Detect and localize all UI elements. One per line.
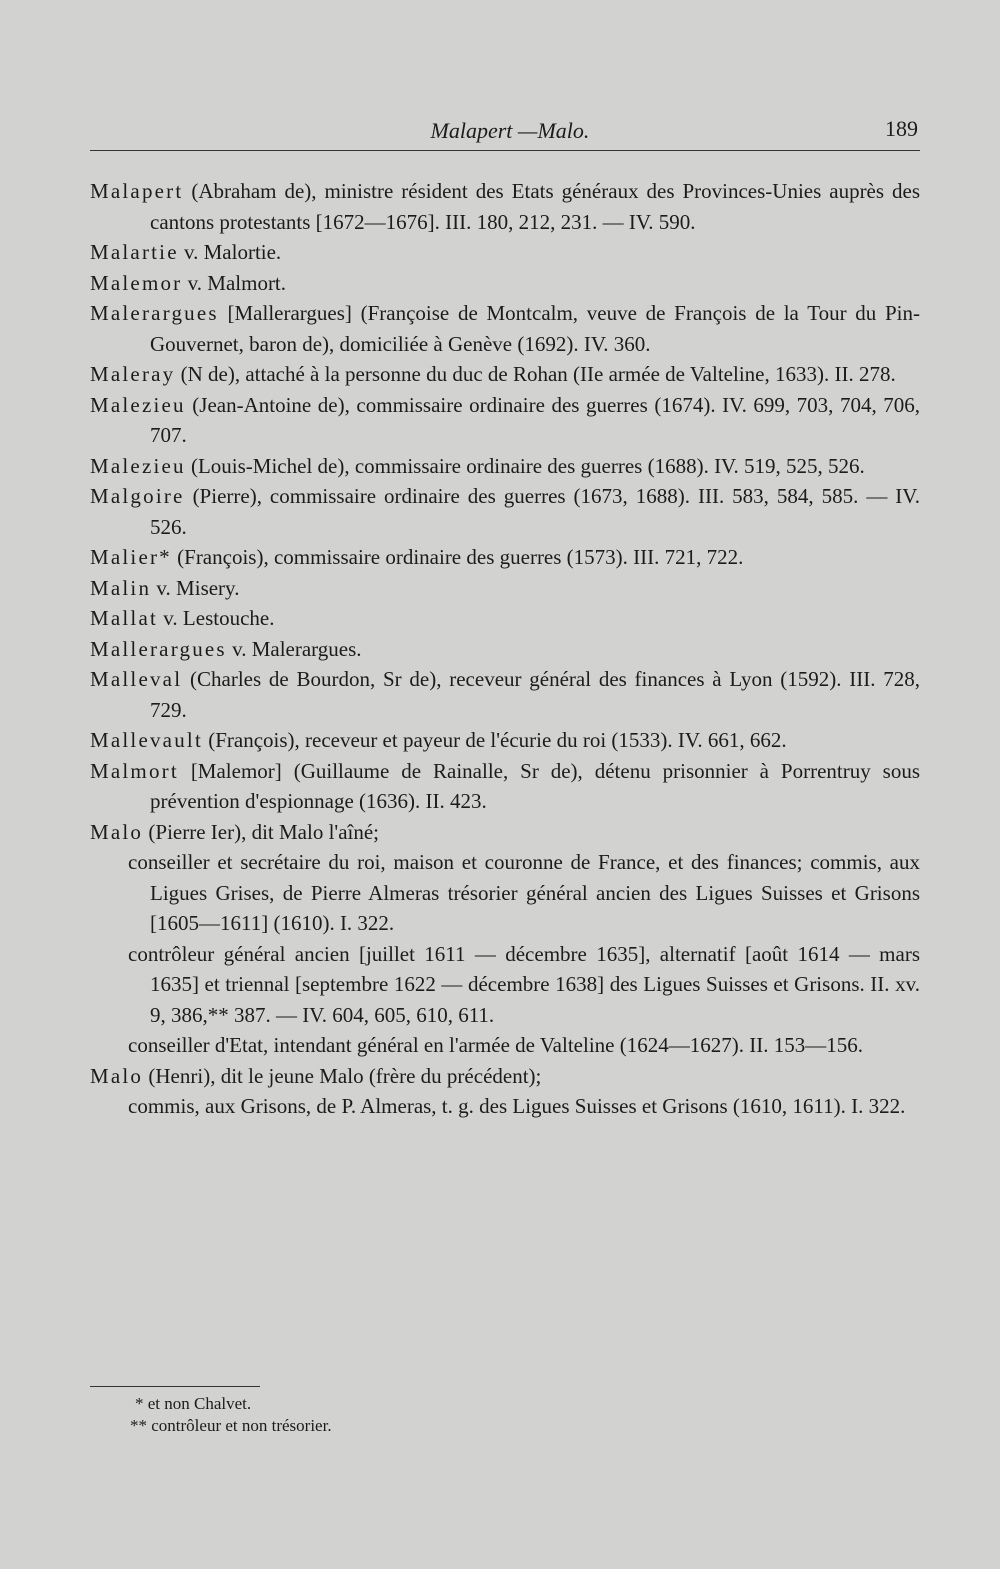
entry-surname: Malgoire	[90, 484, 185, 508]
index-entry	[90, 542, 920, 573]
footnote: ** contrôleur et non trésorier.	[130, 1416, 332, 1435]
entry-text: v. Misery.	[156, 575, 240, 600]
entry-text: v. Lestouche.	[163, 606, 275, 630]
entry-surname: Mallevault	[90, 728, 203, 752]
index-entry	[90, 603, 920, 634]
entry-surname: Malo	[90, 819, 144, 844]
entry-text: (Jean-Antoine de), commissaire ordinaire des guerres (1674). IV. 699, 703, 704, 706, 707.	[150, 392, 921, 447]
entry-surname: Malerargues	[90, 301, 219, 325]
entry-text: v. Malmort.	[187, 270, 287, 295]
index-entry	[90, 817, 920, 848]
entry-text: (Pierre), commissaire ordinaire des guerres (1673, 1688). III. 583, 584, 585. — IV. 526.	[150, 484, 921, 539]
index-subentry: commis, aux Grisons, de P. Almeras, t. g. des Ligues Suisses et Grisons (1610, 1611). I. 322.	[128, 1094, 906, 1118]
index-entry	[90, 664, 920, 725]
index-entry	[90, 237, 920, 268]
index-entry	[90, 1061, 920, 1092]
entry-text: (Pierre Ier), dit Malo l'aîné;	[148, 819, 380, 844]
entry-surname: Maleray	[90, 362, 176, 386]
index-entries	[90, 176, 920, 1122]
index-entry	[90, 725, 920, 756]
entry-text: (N de), attaché à la personne du duc de Rohan (IIe armée de Valteline, 1633). II. 278.	[180, 362, 896, 386]
page-number: 189	[885, 116, 918, 141]
index-entry	[90, 634, 920, 665]
entry-surname: Malo	[90, 1063, 144, 1088]
index-entry	[90, 481, 920, 542]
index-entry	[90, 451, 920, 482]
footnote-divider	[90, 1386, 260, 1387]
entry-text: [Malemor] (Guillaume de Rainalle, Sr de), détenu prisonnier à Porrentruy sous prévention d'espionnage (1636). II. 423.	[150, 758, 921, 813]
entry-text: (François), receveur et payeur de l'écurie du roi (1533). IV. 661, 662.	[208, 728, 787, 752]
index-entry	[90, 573, 920, 604]
index-entry	[90, 176, 920, 237]
entry-text: (François), commissaire ordinaire des guerres (1573). III. 721, 722.	[177, 545, 744, 569]
entry-text: (Louis-Michel de), commissaire ordinaire des guerres (1688). IV. 519, 525, 526.	[190, 453, 865, 478]
entry-text: v. Malortie.	[183, 240, 282, 264]
entry-surname: Malezieu	[90, 392, 186, 417]
index-subentry: conseiller d'Etat, intendant général en l'armée de Valteline (1624—1627). II. 153—156.	[128, 1033, 863, 1057]
entry-surname: Mallerargues	[90, 636, 227, 661]
entry-text: [Mallerargues] (Françoise de Montcalm, veuve de François de la Tour du Pin-Gouvernet, baron de), domiciliée à Genève (1692). IV. 360.	[150, 301, 921, 356]
footnote: * et non Chalvet.	[135, 1394, 252, 1413]
entry-surname: Malartie	[90, 240, 179, 264]
index-entry	[90, 359, 920, 390]
index-subentry: conseiller et secrétaire du roi, maison et couronne de France, et des finances; commis, aux Ligues Grises, de Pierre Almeras trésorier général ancien des Ligues Suisses et Grisons [1605—1611] (1610). I. 322.	[128, 850, 920, 935]
footnotes	[90, 1386, 490, 1437]
index-entry	[90, 298, 920, 359]
entry-surname: Malapert	[90, 179, 184, 203]
entry-surname: Malleval	[90, 667, 183, 691]
entry-surname: Mallat	[90, 606, 159, 630]
entry-text: (Abraham de), ministre résident des Etats généraux des Provinces-Unies auprès des cantons protestants [1672—1676]. III. 180, 212, 231. — IV. 590.	[150, 179, 921, 234]
entry-text: (Charles de Bourdon, Sr de), receveur général des finances à Lyon (1592). III. 728, 729.	[150, 667, 921, 722]
entry-surname: Malmort	[90, 758, 179, 783]
page-header	[90, 110, 920, 151]
index-subentry: contrôleur général ancien [juillet 1611 — décembre 1635], alternatif [août 1614 — mars 1635] et triennal [septembre 1622 — décembre 1638] des Ligues Suisses et Grisons. II. xv. 9, 386,** 387. — IV. 604, 605, 610, 611.	[128, 941, 920, 1027]
entry-surname: Malezieu	[90, 453, 186, 478]
entry-surname: Malemor	[90, 270, 183, 295]
index-entry	[90, 268, 920, 299]
entry-text: (Henri), dit le jeune Malo (frère du précédent);	[148, 1063, 542, 1088]
entry-surname: Malin	[90, 575, 152, 600]
entry-surname: Malier*	[90, 545, 172, 569]
index-entry	[90, 756, 920, 817]
entry-text: v. Malerargues.	[232, 636, 362, 661]
running-title: Malapert —Malo.	[430, 118, 590, 143]
index-entry	[90, 390, 920, 451]
